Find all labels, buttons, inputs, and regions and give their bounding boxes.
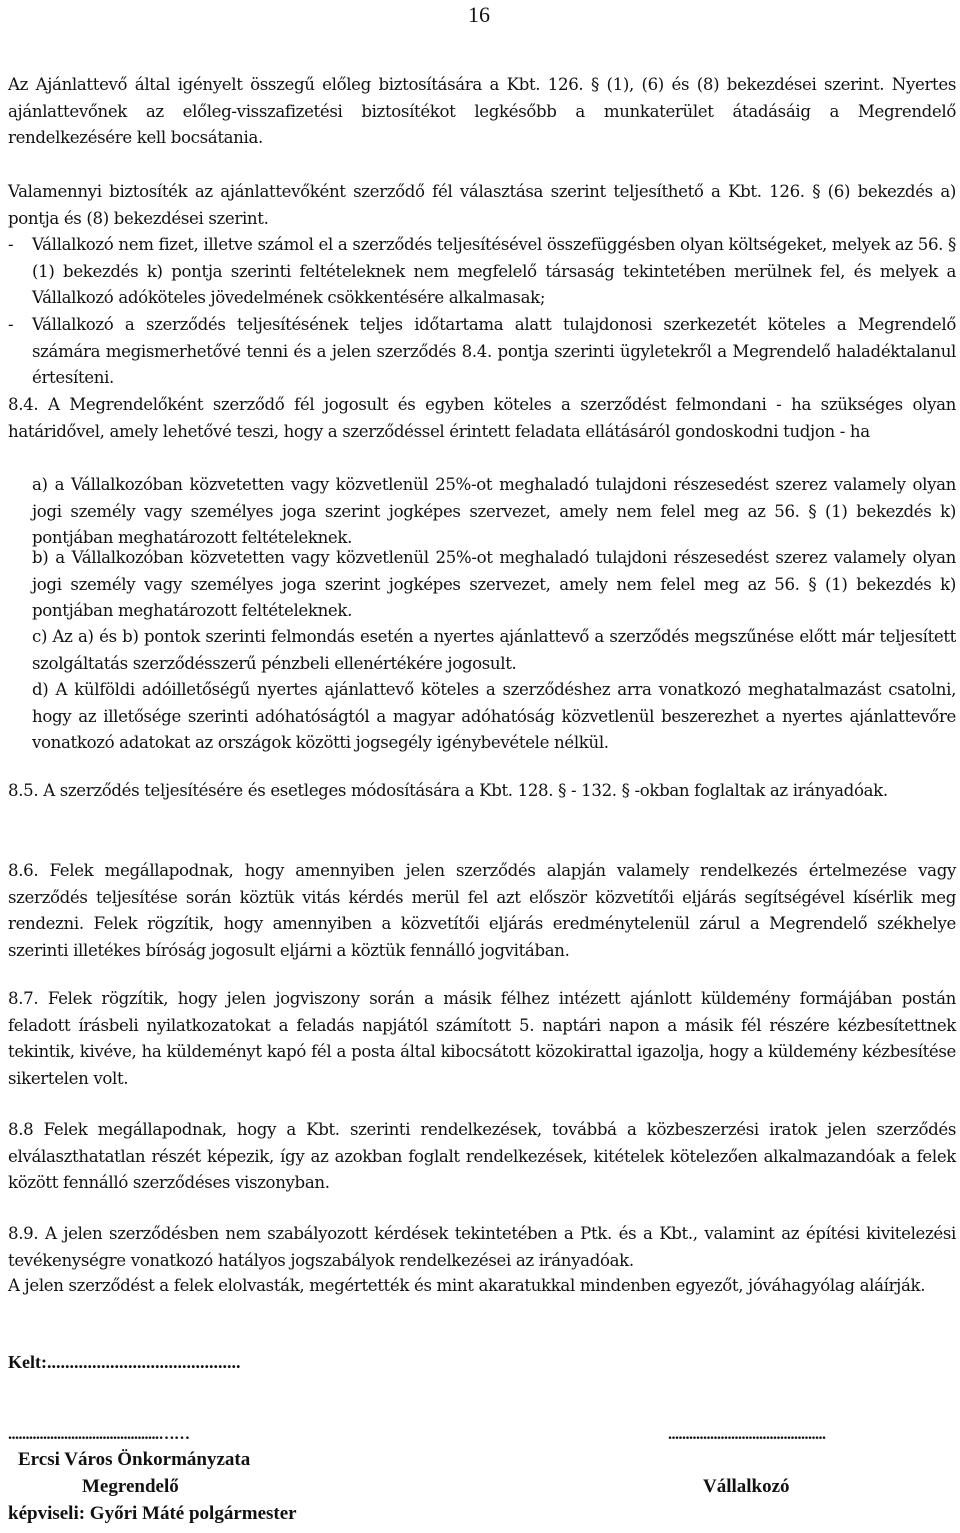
paragraph-all-guarantees: Valamennyi biztosíték az ajánlattevőként szerződő fél választása szerint teljesíthető a Kbt. 126. § (6) bekezdés a) pontja és (8) bekezdései szerint. [8,182,956,228]
list-item-text: Vállalkozó nem fizet, illetve számol el a szerződés teljesítésével összefüggésben olyan költségeket, melyek az 56. § (1) bekezdés k) pontja szerinti feltételeknek nem megfelelő társaság tekintetében merülnek fel, és melyek a Vállalkozó adóköteles jövedelmének csökkentésére alkalmasak; [32,235,956,308]
section-8-5: 8.5. A szerződés teljesítésére és esetleges módosítására a Kbt. 128. § - 132. § -okban foglaltak az irányadóak. [8,781,888,800]
page-number: 16 [468,2,490,27]
kelt-line: Kelt:........................................... [8,1352,241,1372]
section-8-4-item-d: d) A külföldi adóilletőségű nyertes ajánlattevő köteles a szerződéshez arra vonatkozó meghatalmazást csatolni, hogy az illetősége szerinti adóhatóságtól a magyar adóhatóság közvetlenül beszerezhet a nyertes ajánlattevőre vonatkozó adatokat az országok közötti jogsegély igénybevétele nélkül. [32,680,956,753]
section-8-7: 8.7. Felek rögzítik, hogy jelen jogviszony során a másik félhez intézett ajánlott küldemény formájában postán feladott írásbeli nyilatkozatokat a feladás napjától számított 5. naptári napon a másik fél részére kézbesítettnek tekintik, kivéve, ha küldeményt kapó fél a posta által kibocsátott közokirattal igazolja, hogy a küldemény kézbesítése sikertelen volt. [8,989,956,1088]
list-item-ownership [8,312,956,392]
closing-paragraph: A jelen szerződést a felek elolvasták, megértették és mint akaratukkal mindenben egyezőt, jóváhagyólag aláírják. [8,1276,926,1295]
left-signature-line: ...........................................…… [8,1426,190,1443]
section-8-4-item-c: c) Az a) és b) pontok szerinti felmondás esetén a nyertes ajánlattevő a szerződés megszűnése előtt már teljesített szolgáltatás szerződésszerű pénzbeli ellenértékére jogosult. [32,627,956,673]
signatory-municipality: Ercsi Város Önkormányzata [18,1449,251,1470]
signatory-role-client: Megrendelő [82,1476,179,1497]
paragraph-advance-guarantee: Az Ajánlattevő által igényelt összegű előleg biztosítására a Kbt. 126. § (1), (6) és (8) bekezdései szerint. Nyertes ajánlattevőnek az előleg-visszafizetési biztosítékot legkésőbb a munkaterület átadásáig a Megrendelő rendelkezésére kell bocsátania. [8,75,956,148]
section-8-4-item-b: b) a Vállalkozóban közvetetten vagy közvetlenül 25%-ot meghaladó tulajdoni részesedést szerez valamely olyan jogi személy vagy személyes joga szerint jogképes szervezet, amely nem felel meg az 56. § (1) bekezdés k) pontjában meghatározott feltételeknek. [32,548,956,621]
section-8-6: 8.6. Felek megállapodnak, hogy amennyiben jelen szerződés alapján valamely rendelkezés értelmezése vagy szerződés teljesítése során köztük vitás kérdés merül fel azt először közvetítői eljárás segítségével kísérlik meg rendezni. Felek rögzítik, hogy amennyiben a közvetítői eljárás eredménytelenül zárul a Megrendelő székhelye szerinti illetékes bíróság jogosult eljárni a köztük fennálló jogvitában. [8,861,956,960]
section-8-9: 8.9. A jelen szerződésben nem szabályozott kérdések tekintetében a Ptk. és a Kbt., valamint az építési kivitelezési tevékenységre vonatkozó hatályos jogszabályok rendelkezései az irányadóak. [8,1224,956,1270]
section-8-8: 8.8 Felek megállapodnak, hogy a Kbt. szerinti rendelkezések, továbbá a közbeszerzési iratok jelen szerződés elválaszthatatlan részét képezik, így az azokban foglalt rendelkezések, kitételek kötelezően alkalmazandóak a felek között fennálló szerződéses viszonyban. [8,1120,956,1193]
right-signature-line: ............................................. [668,1426,826,1443]
list-item-text: Vállalkozó a szerződés teljesítésének teljes időtartama alatt tulajdonosi szerkezetét köteles a Megrendelő számára megismerhetővé tenni és a jelen szerződés 8.4. pontja szerinti ügyletekről a Megrendelő haladéktalanul értesíteni. [32,315,956,388]
section-8-4-item-a: a) a Vállalkozóban közvetetten vagy közvetlenül 25%-ot meghaladó tulajdoni részesedést szerez valamely olyan jogi személy vagy személyes joga szerint jogképes szervezet, amely nem felel meg az 56. § (1) bekezdés k) pontjában meghatározott feltételeknek. [32,475,956,548]
list-item-costs [8,232,956,312]
signatory-representative: képviseli: Győri Máté polgármester [8,1503,297,1524]
list-dash: - [8,235,14,254]
signatory-role-contractor: Vállalkozó [703,1476,790,1497]
section-8-4: 8.4. A Megrendelőként szerződő fél jogosult és egyben köteles a szerződést felmondani - ha szükséges olyan határidővel, amely lehetővé teszi, hogy a szerződéssel érintett feladata ellátásáról gondoskodni tudjon - ha [8,395,956,441]
list-dash: - [8,315,14,334]
